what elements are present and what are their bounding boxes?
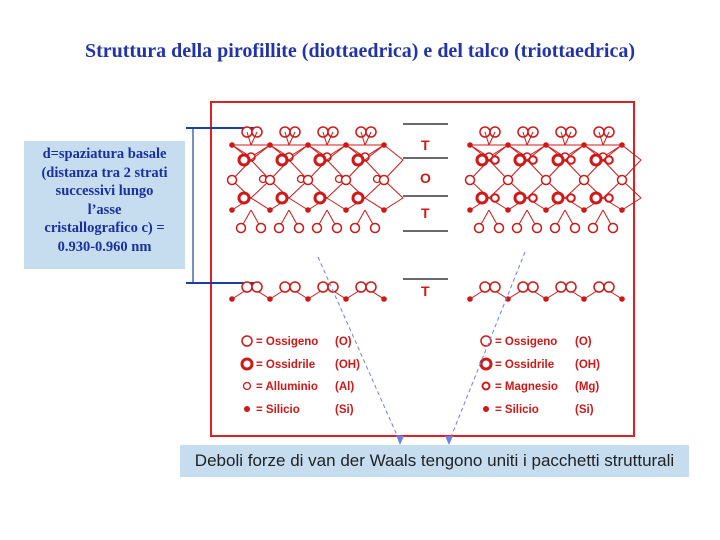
magnesium-atom bbox=[567, 156, 575, 164]
silicon-atom bbox=[543, 207, 549, 213]
oxygen-atom bbox=[239, 193, 249, 203]
bond-line bbox=[622, 198, 641, 210]
oxygen-atom bbox=[237, 224, 246, 233]
magnesium-atom bbox=[605, 156, 613, 164]
silicon-atom bbox=[581, 296, 587, 302]
legend-label: = Alluminio bbox=[256, 381, 318, 393]
silicon-atom bbox=[305, 207, 311, 213]
bond-line bbox=[622, 145, 641, 160]
oxygen-atom bbox=[366, 282, 376, 292]
oxygen-symbol bbox=[481, 336, 491, 346]
layer-label-t2: T bbox=[421, 205, 430, 221]
legend-label: = Silicio bbox=[495, 404, 539, 416]
magnesium-symbol bbox=[483, 383, 490, 390]
oxygen-atom bbox=[533, 224, 542, 233]
silicon-atom bbox=[343, 207, 349, 213]
silicon-atom bbox=[229, 207, 235, 213]
layer-labels bbox=[420, 137, 431, 299]
oxygen-atom bbox=[275, 224, 284, 233]
silicon-atom bbox=[619, 207, 625, 213]
magnesium-atom bbox=[491, 156, 499, 164]
layer-label-t1: T bbox=[421, 137, 430, 153]
oxygen-atom bbox=[553, 193, 563, 203]
oxygen-atom bbox=[515, 193, 525, 203]
oxygen-atom bbox=[609, 224, 618, 233]
oxygen-atom bbox=[466, 176, 475, 185]
silicon-atom bbox=[581, 207, 587, 213]
legend-talc bbox=[481, 336, 600, 416]
oxygen-atom bbox=[239, 155, 249, 165]
magnesium-atom bbox=[567, 194, 575, 202]
info-line: l’asse bbox=[87, 201, 122, 218]
oxygen-atom bbox=[277, 193, 287, 203]
silicon-atom bbox=[305, 296, 311, 302]
hydroxyl-symbol bbox=[481, 359, 491, 369]
silicon-symbol bbox=[483, 406, 489, 412]
layer-label-t3: T bbox=[421, 283, 430, 299]
oxygen-atom bbox=[594, 282, 604, 292]
magnesium-atom bbox=[529, 194, 537, 202]
legend-formula: (Si) bbox=[575, 404, 594, 416]
info-line: cristallografico c) = bbox=[44, 220, 165, 236]
bond-line bbox=[384, 198, 403, 210]
oxygen-atom bbox=[353, 155, 363, 165]
oxygen-atom bbox=[515, 155, 525, 165]
oxygen-atom bbox=[371, 224, 380, 233]
oxygen-atom bbox=[618, 176, 627, 185]
layer-label-o: O bbox=[420, 170, 431, 186]
silicon-atom bbox=[505, 207, 511, 213]
oxygen-atom bbox=[304, 176, 313, 185]
oxygen-atom bbox=[277, 155, 287, 165]
legend-formula: (OH) bbox=[575, 359, 600, 371]
legend-formula: (Si) bbox=[335, 404, 354, 416]
bond-line bbox=[289, 198, 308, 210]
legend-formula: (Mg) bbox=[575, 381, 600, 393]
oxygen-atom bbox=[318, 282, 328, 292]
magnesium-atom bbox=[605, 194, 613, 202]
magnesium-atom bbox=[529, 156, 537, 164]
oxygen-atom bbox=[553, 155, 563, 165]
legend-formula: (O) bbox=[335, 336, 352, 348]
silicon-atom bbox=[229, 296, 235, 302]
silicon-atom bbox=[381, 207, 387, 213]
oxygen-atom bbox=[604, 282, 614, 292]
oxygen-atom bbox=[589, 224, 598, 233]
bond-line bbox=[289, 145, 308, 160]
oxygen-atom bbox=[280, 282, 290, 292]
bond-line bbox=[327, 145, 346, 160]
info-line: d=spaziatura basale bbox=[42, 146, 167, 162]
oxygen-atom bbox=[591, 193, 601, 203]
silicon-atom bbox=[543, 296, 549, 302]
legend-label: = Ossidrile bbox=[256, 359, 316, 371]
silicon-atom bbox=[467, 296, 473, 302]
legend-label: = Magnesio bbox=[495, 381, 558, 393]
oxygen-atom bbox=[495, 224, 504, 233]
oxygen-atom bbox=[566, 282, 576, 292]
oxygen-atom bbox=[242, 282, 252, 292]
oxygen-atom bbox=[380, 176, 389, 185]
oxygen-atom bbox=[353, 193, 363, 203]
oxygen-atom bbox=[556, 282, 566, 292]
silicon-atom bbox=[267, 296, 273, 302]
oxygen-atom bbox=[528, 282, 538, 292]
oxygen-atom bbox=[513, 224, 522, 233]
oxygen-atom bbox=[475, 224, 484, 233]
magnesium-atom bbox=[491, 194, 499, 202]
legend-formula: (Al) bbox=[335, 381, 355, 393]
legend-pyrophyllite bbox=[242, 336, 360, 416]
silicon-symbol bbox=[244, 406, 250, 412]
info-line: successivi lungo bbox=[55, 183, 154, 199]
oxygen-atom bbox=[333, 224, 342, 233]
hydroxyl-symbol bbox=[242, 359, 252, 369]
silicon-atom bbox=[343, 296, 349, 302]
legend-label: = Silicio bbox=[256, 404, 300, 416]
bond-line bbox=[365, 145, 384, 160]
oxygen-atom bbox=[504, 176, 513, 185]
basal-spacing-bracket bbox=[186, 128, 257, 283]
oxygen-atom bbox=[290, 282, 300, 292]
info-line: 0.930-0.960 nm bbox=[57, 238, 152, 255]
oxygen-atom bbox=[477, 193, 487, 203]
arrow-heads bbox=[396, 435, 453, 445]
legend-formula: (O) bbox=[575, 336, 592, 348]
oxygen-atom bbox=[315, 193, 325, 203]
oxygen-atom bbox=[542, 176, 551, 185]
bond-line bbox=[384, 145, 403, 160]
info-line: (distanza tra 2 strati bbox=[41, 164, 168, 181]
silicon-atom bbox=[467, 207, 473, 213]
silicon-atom bbox=[619, 296, 625, 302]
oxygen-atom bbox=[480, 282, 490, 292]
page-title: Struttura della pirofillite (diottaedrica) e del talco (triottaedrica) bbox=[84, 40, 636, 62]
oxygen-atom bbox=[342, 176, 351, 185]
oxygen-atom bbox=[591, 155, 601, 165]
oxygen-atom bbox=[356, 282, 366, 292]
silicon-atom bbox=[381, 296, 387, 302]
bond-line bbox=[327, 198, 346, 210]
silicon-atom bbox=[267, 207, 273, 213]
bond-line bbox=[365, 198, 384, 210]
oxygen-atom bbox=[580, 176, 589, 185]
bond-line bbox=[251, 145, 270, 160]
oxygen-atom bbox=[313, 224, 322, 233]
oxygen-atom bbox=[257, 224, 266, 233]
aluminium-symbol bbox=[244, 383, 251, 390]
oxygen-atom bbox=[266, 176, 275, 185]
oxygen-atom bbox=[351, 224, 360, 233]
legend-label: = Ossigeno bbox=[256, 336, 319, 348]
oxygen-atom bbox=[295, 224, 304, 233]
oxygen-atom bbox=[571, 224, 580, 233]
oxygen-atom bbox=[490, 282, 500, 292]
pyrophyllite-structure bbox=[228, 127, 404, 302]
oxygen-atom bbox=[228, 176, 237, 185]
oxygen-atom bbox=[252, 282, 262, 292]
talc-structure bbox=[466, 127, 642, 302]
legend-formula: (OH) bbox=[335, 359, 360, 371]
oxygen-atom bbox=[477, 155, 487, 165]
bond-line bbox=[251, 198, 270, 210]
oxygen-atom bbox=[518, 282, 528, 292]
legend-label: = Ossigeno bbox=[495, 336, 558, 348]
oxygen-atom bbox=[315, 155, 325, 165]
oxygen-atom bbox=[551, 224, 560, 233]
bottom-note: Deboli forze di van der Waals tengono uniti i pacchetti strutturali bbox=[180, 445, 689, 477]
oxygen-symbol bbox=[242, 336, 252, 346]
legend-label: = Ossidrile bbox=[495, 359, 555, 371]
